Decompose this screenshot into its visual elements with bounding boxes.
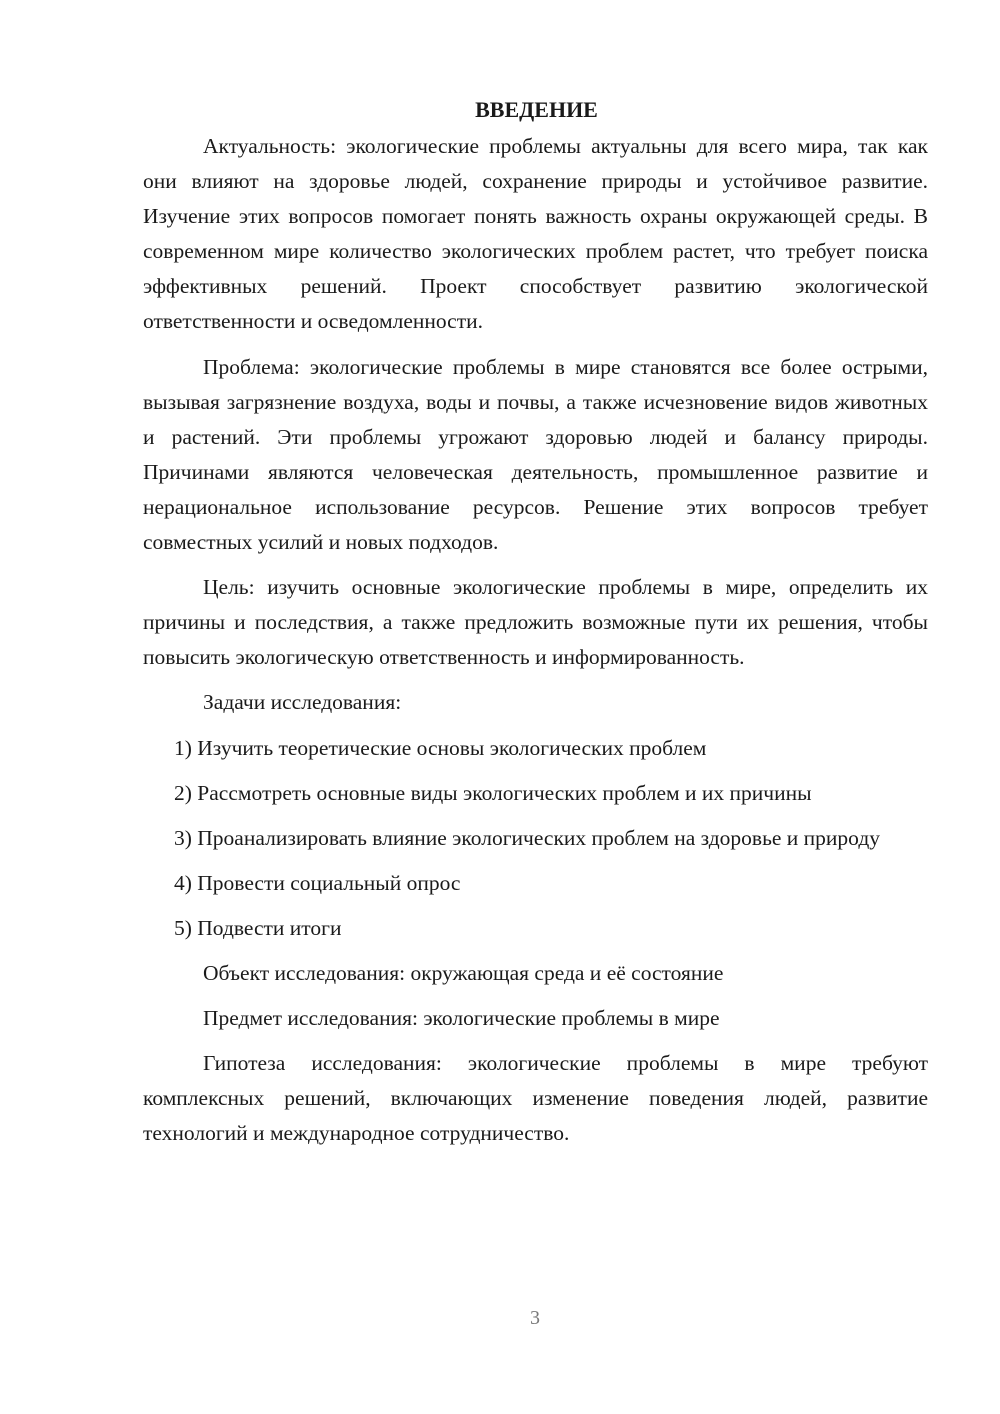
task-item-2: 2) Рассмотреть основные виды экологических проблем и их причины	[174, 780, 812, 805]
task-item-5: 5) Подвести итоги	[174, 915, 342, 940]
tasks-heading: Задачи исследования:	[203, 690, 402, 715]
task-item-4: 4) Провести социальный опрос	[174, 870, 461, 895]
page-number: 3	[530, 1307, 540, 1329]
research-object: Объект исследования: окружающая среда и её состояние	[203, 960, 724, 985]
goal-paragraph: Цель: изучить основные экологические проблемы в мире, определить их причины и последствия, а также предложить возможные пути их решения, чтобы повысить экологическую ответственность и информированность.	[143, 575, 928, 670]
task-item-1: 1) Изучить теоретические основы экологических проблем	[174, 735, 707, 760]
section-title: ВВЕДЕНИЕ	[475, 97, 598, 122]
task-item-3: 3) Проанализировать влияние экологических проблем на здоровье и природу	[174, 825, 881, 850]
relevance-paragraph: Актуальность: экологические проблемы актуальны для всего мира, так как они влияют на здоровье людей, сохранение природы и устойчивое развитие. Изучение этих вопросов помогает понять важность охраны окружающей среды. В современном мире количество экологических проблем растет, что требует поиска эффективных решений. Проект способствует развитию экологической ответственности и осведомленности.	[143, 134, 928, 334]
research-hypothesis: Гипотеза исследования: экологические проблемы в мире требуют комплексных решений, включающих изменение поведения людей, развитие технологий и международное сотрудничество.	[143, 1051, 928, 1146]
research-subject: Предмет исследования: экологические проблемы в мире	[203, 1006, 720, 1031]
page-content	[143, 92, 928, 1161]
problem-paragraph: Проблема: экологические проблемы в мире становятся все более острыми, вызывая загрязнение воздуха, воды и почвы, а также исчезновение видов животных и растений. Эти проблемы угрожают здоровью людей и балансу природы. Причинами являются человеческая деятельность, промышленное развитие и нерациональное использование ресурсов. Решение этих вопросов требует совместных усилий и новых подходов.	[143, 354, 928, 555]
